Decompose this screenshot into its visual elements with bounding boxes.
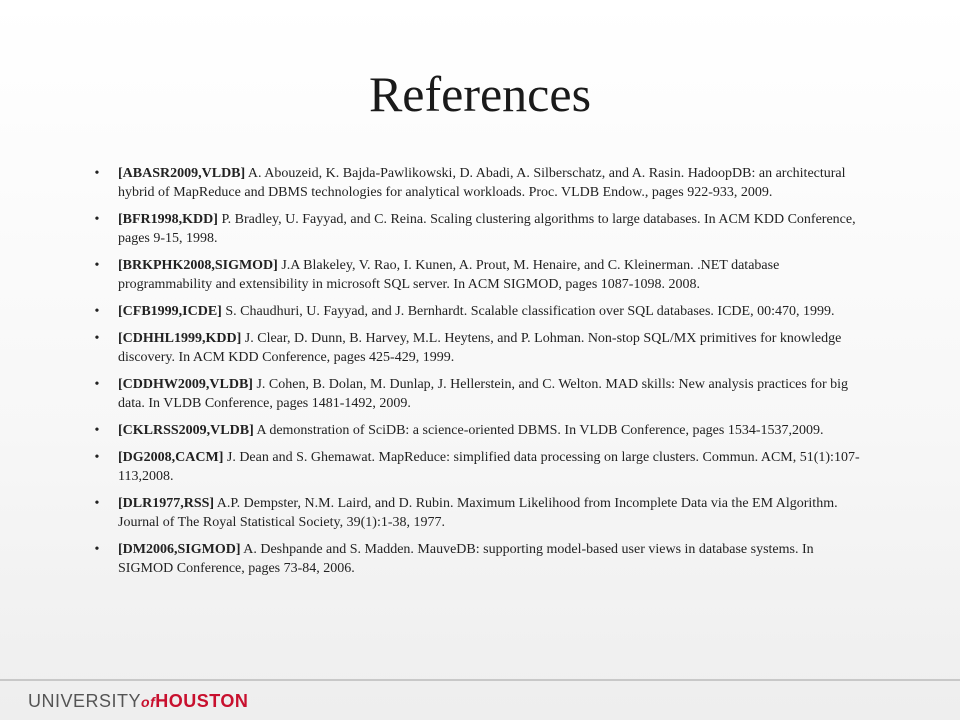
reference-text: A. Abouzeid, K. Bajda-Pawlikowski, D. Abadi, A. Silberschatz, and A. Rasin. HadoopDB: an architectural hybrid of MapReduce and DBMS technologies for analytical workloads. Proc. VLDB Endow., pages 922-933, 2009. [118, 166, 846, 200]
bullet-icon: • [94, 258, 100, 273]
reference-key: [ABASR2009,VLDB] [118, 166, 246, 181]
reference-list [90, 164, 870, 586]
university-logo [28, 690, 248, 713]
reference-text: J. Clear, D. Dunn, B. Harvey, M.L. Heytens, and P. Lohman. Non-stop SQL/MX primitives for knowledge discovery. In ACM KDD Conference, pages 425-429, 1999. [118, 331, 842, 365]
reference-text: J.A Blakeley, V. Rao, I. Kunen, A. Prout, M. Henaire, and C. Kleinerman. .NET database programmability and extensibility in microsoft SQL server. In ACM SIGMOD, pages 1087-1098. 2008. [118, 258, 780, 292]
reference-key: [DM2006,SIGMOD] [118, 542, 241, 557]
slide-title: References [368, 66, 592, 122]
logo-of: of [141, 694, 156, 710]
bullet-icon: • [94, 304, 100, 319]
reference-item [90, 494, 870, 532]
reference-key: [CKLRSS2009,VLDB] [118, 423, 254, 438]
reference-key: [BFR1998,KDD] [118, 212, 218, 227]
bullet-icon: • [94, 496, 100, 511]
reference-key: [CDHHL1999,KDD] [118, 331, 242, 346]
bullet-icon: • [94, 212, 100, 227]
reference-item [90, 210, 870, 248]
reference-item [90, 421, 870, 440]
bullet-icon: • [94, 423, 100, 438]
reference-text: A demonstration of SciDB: a science-oriented DBMS. In VLDB Conference, pages 1534-1537,2009. [253, 423, 824, 438]
footer-divider [0, 679, 960, 681]
reference-text: A.P. Dempster, N.M. Laird, and D. Rubin. Maximum Likelihood from Incomplete Data via the EM Algorithm. Journal of The Royal Statistical Society, 39(1):1-38, 1977. [118, 496, 838, 530]
bullet-icon: • [94, 166, 100, 181]
reference-key: [DG2008,CACM] [118, 450, 224, 465]
bullet-icon: • [94, 450, 100, 465]
reference-item [90, 302, 870, 321]
bullet-icon: • [94, 542, 100, 557]
reference-text: P. Bradley, U. Fayyad, and C. Reina. Scaling clustering algorithms to large databases. In ACM KDD Conference, pages 9-15, 1998. [118, 212, 856, 246]
reference-key: [CDDHW2009,VLDB] [118, 377, 253, 392]
bullet-icon: • [94, 331, 100, 346]
reference-text: J. Dean and S. Ghemawat. MapReduce: simplified data processing on large clusters. Commun. ACM, 51(1):107-113,2008. [118, 450, 860, 484]
reference-item [90, 540, 870, 578]
logo-university: UNIVERSITY [28, 691, 142, 711]
reference-key: [BRKPHK2008,SIGMOD] [118, 258, 278, 273]
reference-text: S. Chaudhuri, U. Fayyad, and J. Bernhardt. Scalable classification over SQL databases. ICDE, 00:470, 1999. [221, 304, 835, 319]
reference-text: J. Cohen, B. Dolan, M. Dunlap, J. Hellerstein, and C. Welton. MAD skills: New analysis practices for big data. In VLDB Conference, pages 1481-1492, 2009. [118, 377, 849, 411]
logo-houston: HOUSTON [155, 691, 249, 711]
reference-key: [DLR1977,RSS] [118, 496, 215, 511]
reference-key: [CFB1999,ICDE] [118, 304, 222, 319]
reference-item [90, 164, 870, 202]
reference-text: A. Deshpande and S. Madden. MauveDB: supporting model-based user views in database systems. In SIGMOD Conference, pages 73-84, 2006. [118, 542, 814, 576]
reference-item [90, 256, 870, 294]
reference-item [90, 329, 870, 367]
bullet-icon: • [94, 377, 100, 392]
reference-item [90, 448, 870, 486]
reference-item [90, 375, 870, 413]
